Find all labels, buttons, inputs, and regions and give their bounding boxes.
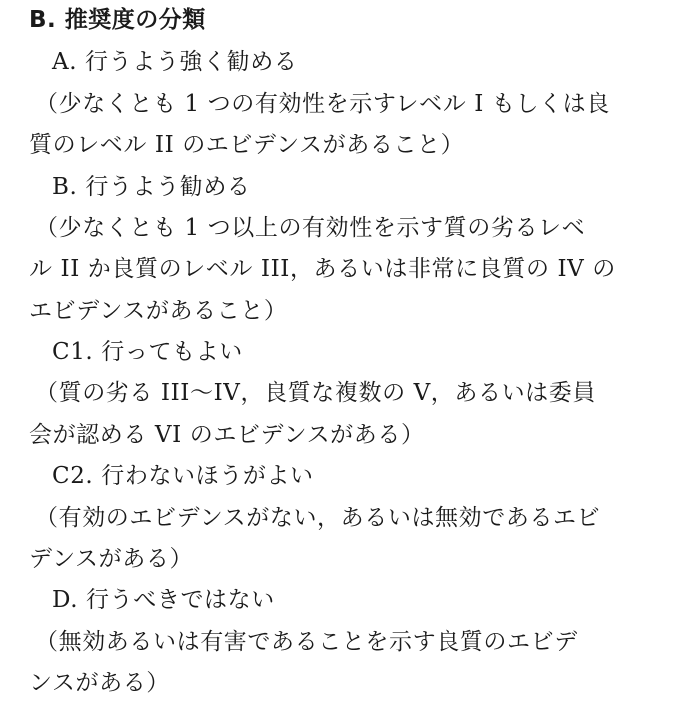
section-heading: B. 推奨度の分類 xyxy=(29,7,206,33)
grade-a-label: A. 行うよう強く勧める xyxy=(52,49,298,75)
grade-b-description-line-2: ル II か良質のレベル III，あるいは非常に良質の IV の xyxy=(29,256,616,282)
grade-c2-description-line-1: （有効のエビデンスがない，あるいは無効であるエビ xyxy=(35,505,601,531)
grade-a-description-line-1: （少なくとも 1 つの有効性を示すレベル I もしくは良 xyxy=(35,91,610,117)
grade-d-description-line-1: （無効あるいは有害であることを示す良質のエビデ xyxy=(35,629,578,655)
grade-b-description-line-3: エビデンスがあること） xyxy=(29,298,288,324)
grade-d-label: D. 行うべきではない xyxy=(52,587,275,613)
grade-c2-description-line-2: デンスがある） xyxy=(29,546,194,572)
grade-a-description-line-2: 質のレベル II のエビデンスがあること） xyxy=(29,132,465,158)
grade-b-label: B. 行うよう勧める xyxy=(52,174,251,200)
grade-b-description-line-1: （少なくとも 1 つ以上の有効性を示す質の劣るレベ xyxy=(35,215,586,241)
grade-c2-label: C2. 行わないほうがよい xyxy=(52,463,314,489)
grade-c1-label: C1. 行ってもよい xyxy=(52,339,243,365)
grade-c1-description-line-1: （質の劣る III〜IV，良質な複数の V，あるいは委員 xyxy=(35,380,596,406)
grade-d-description-line-2: ンスがある） xyxy=(29,670,170,696)
grade-c1-description-line-2: 会が認める VI のエビデンスがある） xyxy=(29,422,425,448)
